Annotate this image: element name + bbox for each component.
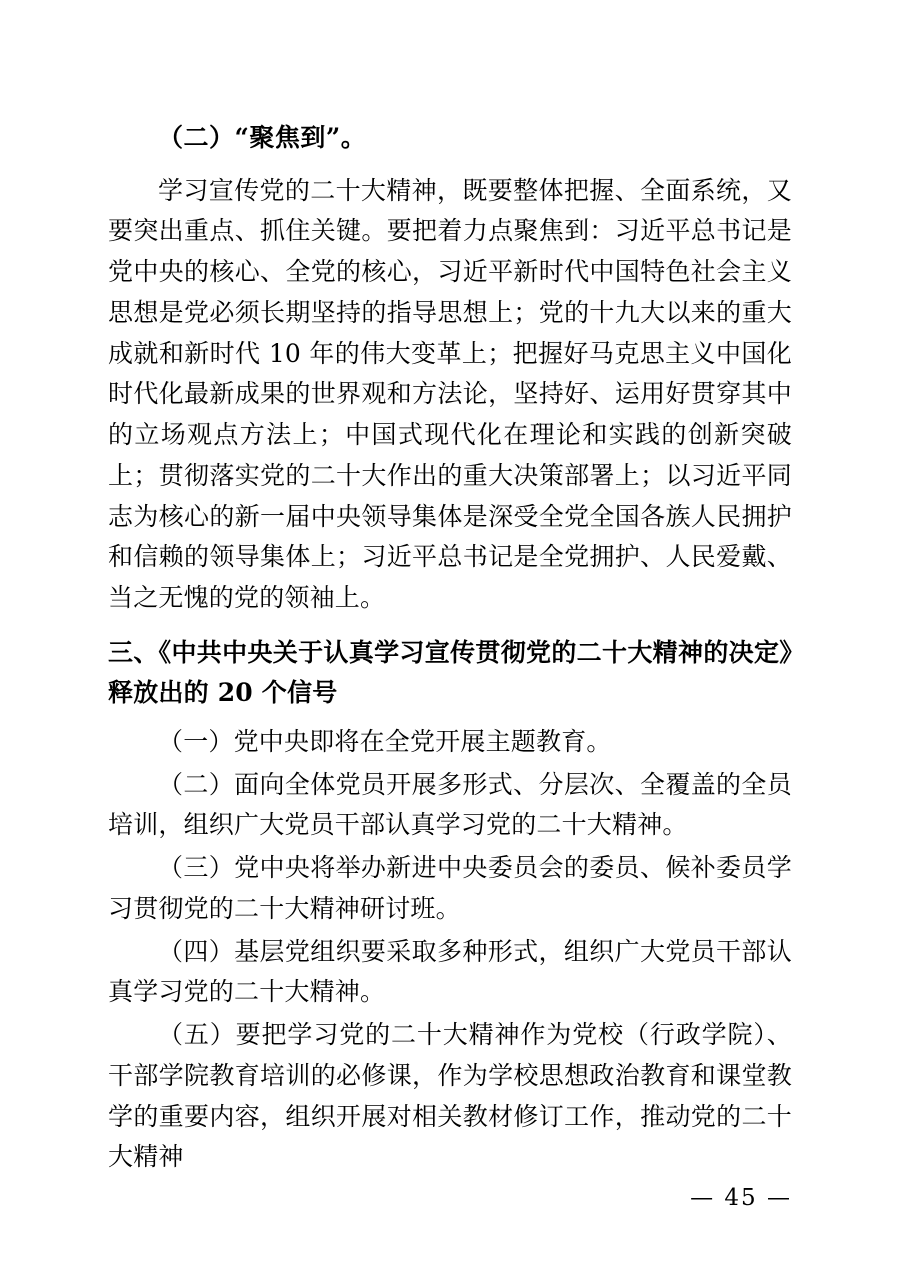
section-heading: 三、《中共中央关于认真学习宣传贯彻党的二十大精神的决定》释放出的 20 个信号 [108, 637, 792, 708]
page-number: — 45 — [690, 1185, 792, 1211]
list-item: （五）要把学习党的二十大精神作为党校（行政学院）、干部学院教育培训的必修课，作为学校思想政治教育和课堂教学的重要内容，组织开展对相关教材修订工作，推动党的二十大精神 [108, 1020, 792, 1172]
document-body [108, 118, 792, 1178]
list-item: （一）党中央即将在全党开展主题教育。 [158, 726, 612, 756]
list-item: （四）基层党组织要采取多种形式，组织广大党员干部认真学习党的二十大精神。 [108, 936, 792, 1007]
list-item: （二）面向全体党员开展多形式、分层次、全覆盖的全员培训，组织广大党员干部认真学习党的二十大精神。 [108, 769, 792, 840]
list-item: （三）党中央将举办新进中央委员会的委员、候补委员学习贯彻党的二十大精神研讨班。 [108, 853, 792, 923]
intro-paragraph: 学习宣传党的二十大精神，既要整体把握、全面系统，又要突出重点、抓住关键。要把着力点聚焦到：习近平总书记是党中央的核心、全党的核心，习近平新时代中国特色社会主义思想是党必须长期坚持的指导思想上；党的十九大以来的重大成就和新时代 10 年的伟大变革上；把握好马克思主义中国化时代化最新成果的世界观和方法论，坚持好、运用好贯穿其中的立场观点方法上；中国式现代化在理论和实践的创新突破上；贯彻落实党的二十大作出的重大决策部署上；以习近平同志为核心的新一届中央领导集体是深受全党全国各族人民拥护和信赖的领导集体上；习近平总书记是全党拥护、人民爱戴、当之无愧的党的领袖上。 [108, 175, 792, 612]
subsection-heading: （二）“聚焦到”。 [158, 123, 367, 152]
